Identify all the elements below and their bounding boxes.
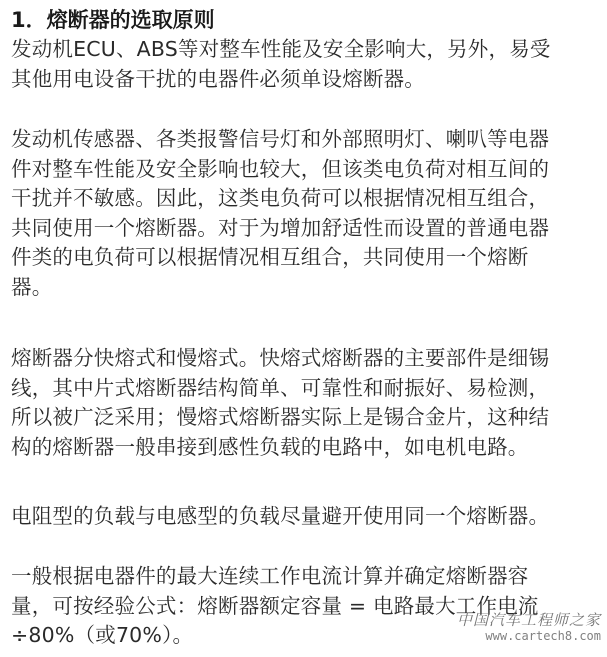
paragraph-1 [11, 35, 601, 94]
paragraph-line: ÷80%（或70%）。 [11, 623, 194, 647]
paragraph-line: 件类的电负荷可以根据情况相互组合，共同使用一个熔断 [11, 245, 529, 269]
watermark-title: 中国汽车工程师之家 [456, 611, 601, 629]
paragraph-line: 干扰并不敏感。因此，这类电负荷可以根据情况相互组合， [11, 186, 550, 210]
paragraph-3 [11, 344, 601, 462]
paragraph-line: 所以被广泛采用；慢熔式熔断器实际上是锡合金片，这种结 [11, 405, 550, 429]
paragraph-line: 一般根据电器件的最大连续工作电流计算并确定熔断器容 [11, 564, 529, 588]
paragraph-line: 件对整车性能及安全影响也较大，但该类电负荷对相互间的 [11, 156, 550, 181]
paragraph-line: 线，其中片式熔断器结构简单、可靠性和耐振好、易检测， [11, 375, 550, 400]
paragraph-line: 其他用电设备干扰的电器件必须单设熔断器。 [11, 66, 425, 91]
paragraph-4 [11, 502, 601, 532]
paragraph-line: 发动机传感器、各类报警信号灯和外部照明灯、喇叭等电器 [11, 127, 550, 151]
watermark-url: www.cartech8.com [485, 629, 601, 643]
section-heading: 1．熔断器的选取原则 [11, 8, 215, 32]
paragraph-line: 量，可按经验公式：熔断器额定容量 = 电路最大工作电流 [11, 593, 539, 618]
paragraph-line: 器。 [11, 274, 53, 299]
paragraph-2 [11, 125, 601, 302]
paragraph-line: 熔断器分快熔式和慢熔式。快熔式熔断器的主要部件是细锡 [11, 346, 550, 370]
paragraph-line: 发动机ECU、ABS等对整车性能及安全影响大，另外，易受 [11, 37, 551, 61]
paragraph-line: 共同使用一个熔断器。对于为增加舒适性而设置的普通电器 [11, 215, 550, 240]
site-watermark [441, 611, 601, 643]
paragraph-line: 电阻型的负载与电感型的负载尽量避开使用同一个熔断器。 [11, 504, 550, 528]
paragraph-line: 构的熔断器一般串接到感性负载的电路中，如电机电路。 [11, 434, 529, 459]
